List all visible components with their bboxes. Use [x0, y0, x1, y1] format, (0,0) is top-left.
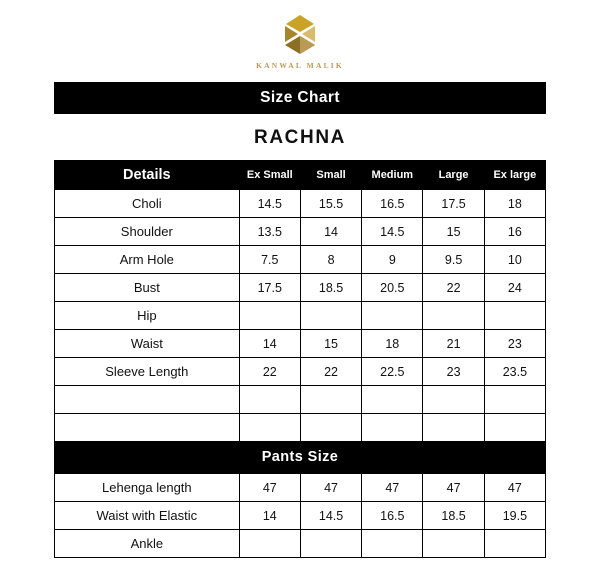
cell-value: [239, 386, 300, 414]
table-row: [55, 330, 546, 358]
cell-value: [484, 302, 545, 330]
brand-name: KANWAL MALIK: [256, 61, 344, 70]
cell-value: 16.5: [362, 190, 423, 218]
cell-value: [239, 530, 300, 558]
row-label: Waist: [55, 330, 240, 358]
cell-value: 47: [362, 474, 423, 502]
cell-value: 22: [423, 274, 484, 302]
column-header-small: Small: [300, 161, 361, 190]
pants-size-banner: Pants Size: [54, 442, 546, 473]
cell-value: [423, 386, 484, 414]
cell-value: 24: [484, 274, 545, 302]
cell-value: 21: [423, 330, 484, 358]
cell-value: [362, 414, 423, 442]
table-row: [55, 414, 546, 442]
cell-value: 18: [362, 330, 423, 358]
cell-value: [423, 414, 484, 442]
row-label: Ankle: [55, 530, 240, 558]
size-chart-banner: Size Chart: [54, 82, 546, 114]
cell-value: 47: [484, 474, 545, 502]
row-label: Shoulder: [55, 218, 240, 246]
cell-value: 15: [300, 330, 361, 358]
cell-value: 10: [484, 246, 545, 274]
cell-value: 14.5: [362, 218, 423, 246]
top-measurements-table: [54, 160, 546, 442]
cell-value: 23: [423, 358, 484, 386]
cell-value: [484, 414, 545, 442]
table-row: [55, 386, 546, 414]
cell-value: 14: [239, 502, 300, 530]
cell-value: 16: [484, 218, 545, 246]
table-row: [55, 246, 546, 274]
cell-value: [239, 302, 300, 330]
cell-value: 22: [300, 358, 361, 386]
cell-value: 9: [362, 246, 423, 274]
top-measurements-table-wrap: [54, 160, 546, 442]
cell-value: 47: [423, 474, 484, 502]
cell-value: [300, 386, 361, 414]
table-row: [55, 358, 546, 386]
cell-value: 14: [239, 330, 300, 358]
cell-value: 14.5: [239, 190, 300, 218]
table-header-row: [55, 161, 546, 190]
cell-value: [362, 530, 423, 558]
row-label: Bust: [55, 274, 240, 302]
cell-value: 23: [484, 330, 545, 358]
cell-value: [362, 386, 423, 414]
cell-value: 8: [300, 246, 361, 274]
table-row: [55, 274, 546, 302]
cell-value: 18.5: [423, 502, 484, 530]
cell-value: [300, 530, 361, 558]
table-row: [55, 502, 546, 530]
cell-value: 18: [484, 190, 545, 218]
cell-value: 20.5: [362, 274, 423, 302]
kanwal-malik-monogram-icon: [274, 14, 326, 58]
cell-value: 13.5: [239, 218, 300, 246]
table-row: [55, 190, 546, 218]
cell-value: 9.5: [423, 246, 484, 274]
cell-value: [300, 302, 361, 330]
cell-value: 19.5: [484, 502, 545, 530]
brand-logo: [0, 0, 600, 70]
cell-value: 14.5: [300, 502, 361, 530]
row-label: Hip: [55, 302, 240, 330]
row-label: Lehenga length: [55, 474, 240, 502]
cell-value: [484, 530, 545, 558]
cell-value: 16.5: [362, 502, 423, 530]
row-label: Arm Hole: [55, 246, 240, 274]
table-row: [55, 474, 546, 502]
cell-value: 47: [239, 474, 300, 502]
cell-value: 22.5: [362, 358, 423, 386]
row-label: [55, 386, 240, 414]
cell-value: [484, 386, 545, 414]
cell-value: [239, 414, 300, 442]
table-row: [55, 530, 546, 558]
cell-value: 14: [300, 218, 361, 246]
cell-value: 15.5: [300, 190, 361, 218]
cell-value: 15: [423, 218, 484, 246]
cell-value: 47: [300, 474, 361, 502]
cell-value: 23.5: [484, 358, 545, 386]
column-header-ex-large: Ex large: [484, 161, 545, 190]
cell-value: 7.5: [239, 246, 300, 274]
column-header-details: Details: [55, 161, 240, 190]
cell-value: 17.5: [423, 190, 484, 218]
pants-measurements-table-wrap: [54, 473, 546, 558]
pants-measurements-table: [54, 473, 546, 558]
column-header-large: Large: [423, 161, 484, 190]
style-name: RACHNA: [254, 127, 346, 148]
column-header-medium: Medium: [362, 161, 423, 190]
row-label: Sleeve Length: [55, 358, 240, 386]
cell-value: [300, 414, 361, 442]
cell-value: [423, 530, 484, 558]
cell-value: 18.5: [300, 274, 361, 302]
table-row: [55, 218, 546, 246]
cell-value: [362, 302, 423, 330]
row-label: Waist with Elastic: [55, 502, 240, 530]
row-label: Choli: [55, 190, 240, 218]
table-row: [55, 302, 546, 330]
cell-value: 22: [239, 358, 300, 386]
cell-value: [423, 302, 484, 330]
column-header-ex-small: Ex Small: [239, 161, 300, 190]
cell-value: 17.5: [239, 274, 300, 302]
row-label: [55, 414, 240, 442]
